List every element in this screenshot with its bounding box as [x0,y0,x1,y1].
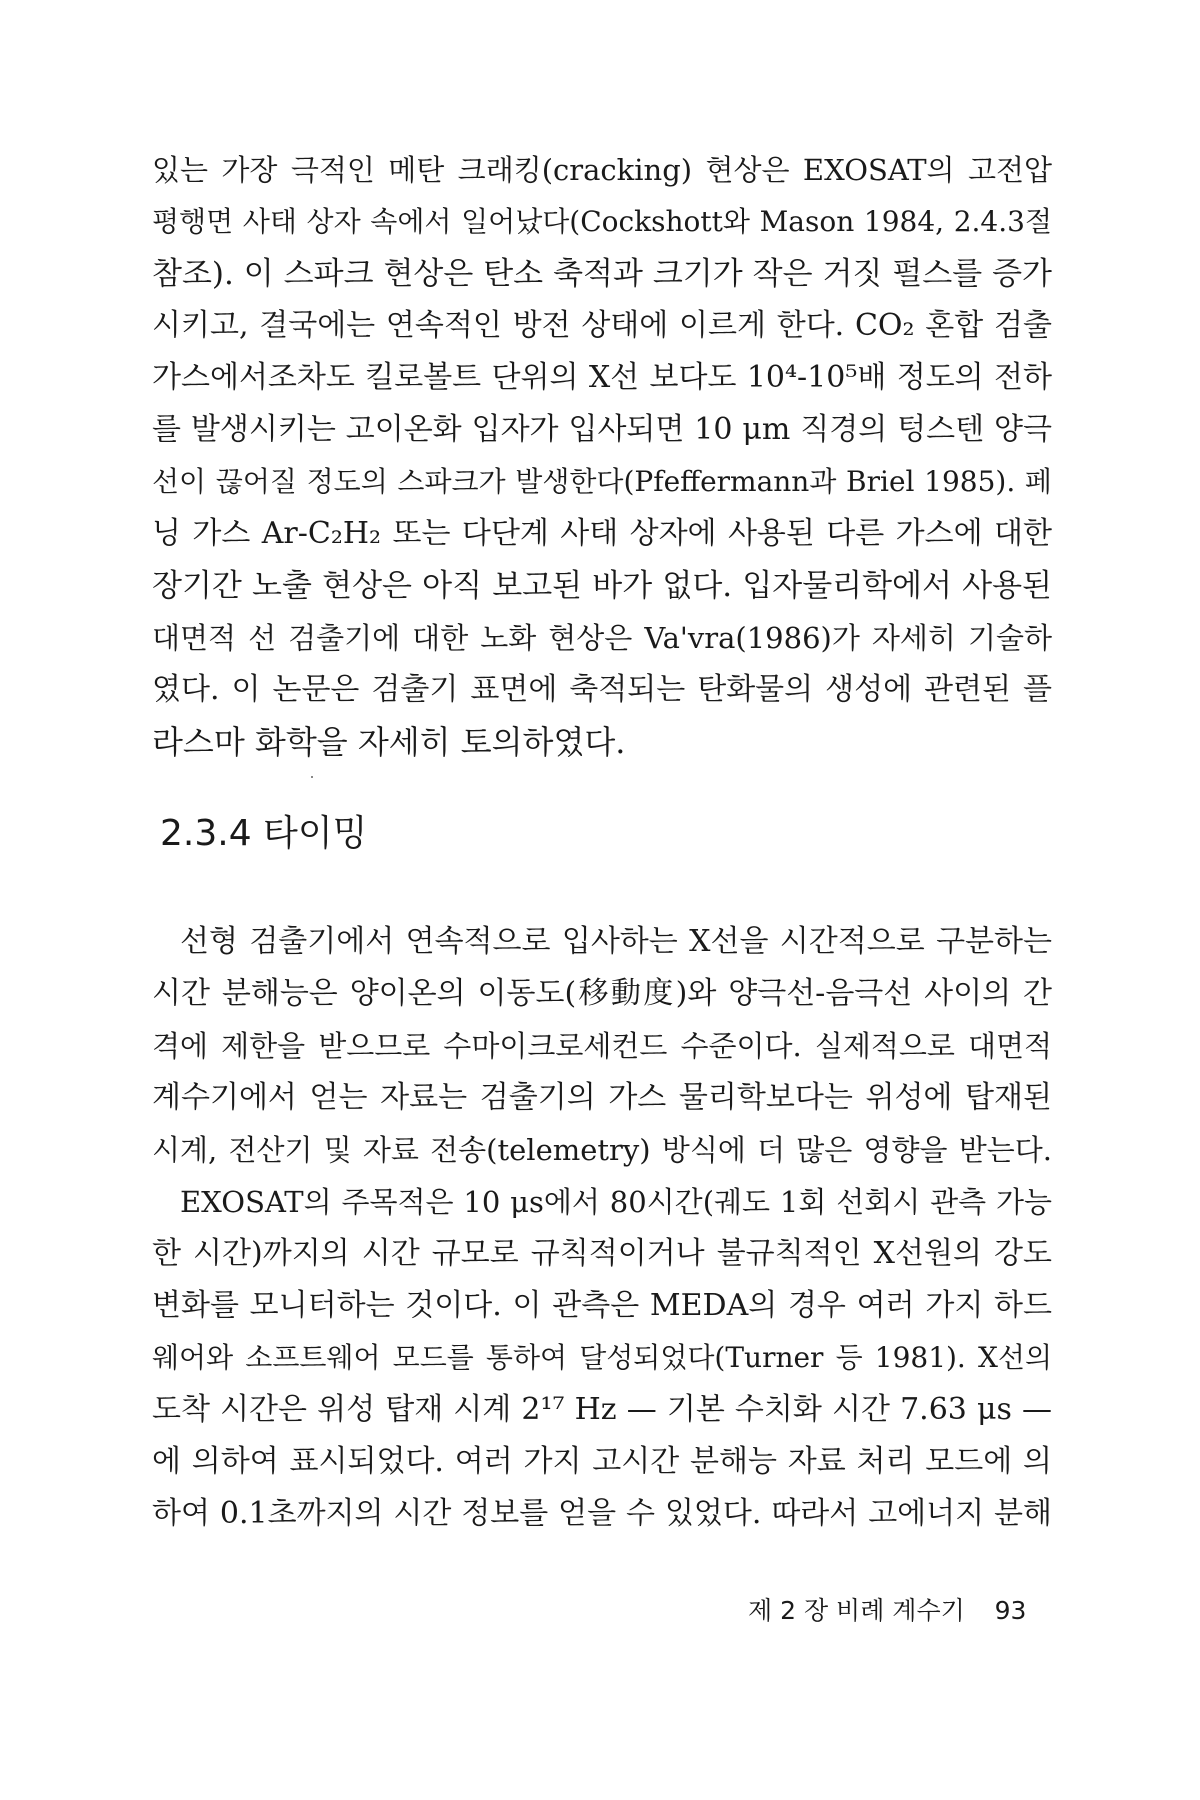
text-line: 도착 시간은 위성 탑재 시계 2¹⁷ Hz — 기본 수치화 시간 7.63 μs — [152,1392,1052,1427]
text-line: 격에 제한을 받으므로 수마이크로세컨드 수준이다. 실제적으로 대면적 [152,1029,1052,1063]
text-line: 시계, 전산기 및 자료 전송(telemetry) 방식에 더 많은 영향을 받는다. [152,1133,1052,1167]
chapter-title: 제 2 장 비례 계수기 [748,1596,965,1625]
text-line: 대면적 선 검출기에 대한 노화 현상은 Va'vra(1986)가 자세히 기술하 [152,621,1052,655]
text-line: 시키고, 결국에는 연속적인 방전 상태에 이르게 한다. CO₂ 혼합 검출 [152,308,1052,343]
text-line: 선이 끊어질 정도의 스파크가 발생한다(Pfeffermann과 Briel 1985). 페 [152,465,1052,498]
text-line: 닝 가스 Ar-C₂H₂ 또는 다단계 사태 상자에 사용된 다른 가스에 대한 [152,516,1052,551]
text-line: 한 시간)까지의 시간 규모로 규칙적이거나 불규칙적인 X선원의 강도 [152,1236,1052,1271]
text-line: 있는 가장 극적인 메탄 크래킹(cracking) 현상은 EXOSAT의 고전압 [152,153,1052,187]
text-line: 평행면 사태 상자 속에서 일어났다(Cockshott와 Mason 1984, 2.4.3절 [152,205,1052,238]
text-line: 계수기에서 얻는 자료는 검출기의 가스 물리학보다는 위성에 탑재된 [152,1080,1052,1115]
text-line: 에 의하여 표시되었다. 여러 가지 고시간 분해능 자료 처리 모드에 의 [152,1444,1052,1479]
text-line: 선형 검출기에서 연속적으로 입사하는 X선을 시간적으로 구분하는 [180,924,1052,959]
text-line: 라스마 화학을 자세히 토의하였다. [152,723,626,761]
text-line: 웨어와 소프트웨어 모드를 통하여 달성되었다(Turner 등 1981). X선의 [152,1341,1052,1374]
text-line: 변화를 모니터하는 것이다. 이 관측은 MEDA의 경우 여러 가지 하드 [152,1288,1052,1323]
text-line: 였다. 이 논문은 검출기 표면에 축적되는 탄화물의 생성에 관련된 플 [152,672,1052,707]
stray-dot [311,776,313,778]
text-line: 참조). 이 스파크 현상은 탄소 축적과 크기가 작은 거짓 펄스를 증가 [152,256,1052,292]
page-number: 93 [994,1596,1027,1625]
text-line: EXOSAT의 주목적은 10 μs에서 80시간(궤도 1회 선회시 관측 가능 [180,1185,1052,1219]
text-line: 를 발생시키는 고이온화 입자가 입사되면 10 μm 직경의 텅스텐 양극 [152,412,1052,447]
text-line: 하여 0.1초까지의 시간 정보를 얻을 수 있었다. 따라서 고에너지 분해 [152,1496,1052,1531]
section-heading: 2.3.4 타이밍 [160,813,368,854]
text-line: 장기간 노출 현상은 아직 보고된 바가 없다. 입자물리학에서 사용된 [152,568,1052,604]
text-line: 시간 분해능은 양이온의 이동도(移動度)와 양극선-음극선 사이의 간 [152,976,1052,1011]
text-line: 가스에서조차도 킬로볼트 단위의 X선 보다도 10⁴-10⁵배 정도의 전하 [152,360,1052,395]
page-footer [748,1595,1026,1627]
